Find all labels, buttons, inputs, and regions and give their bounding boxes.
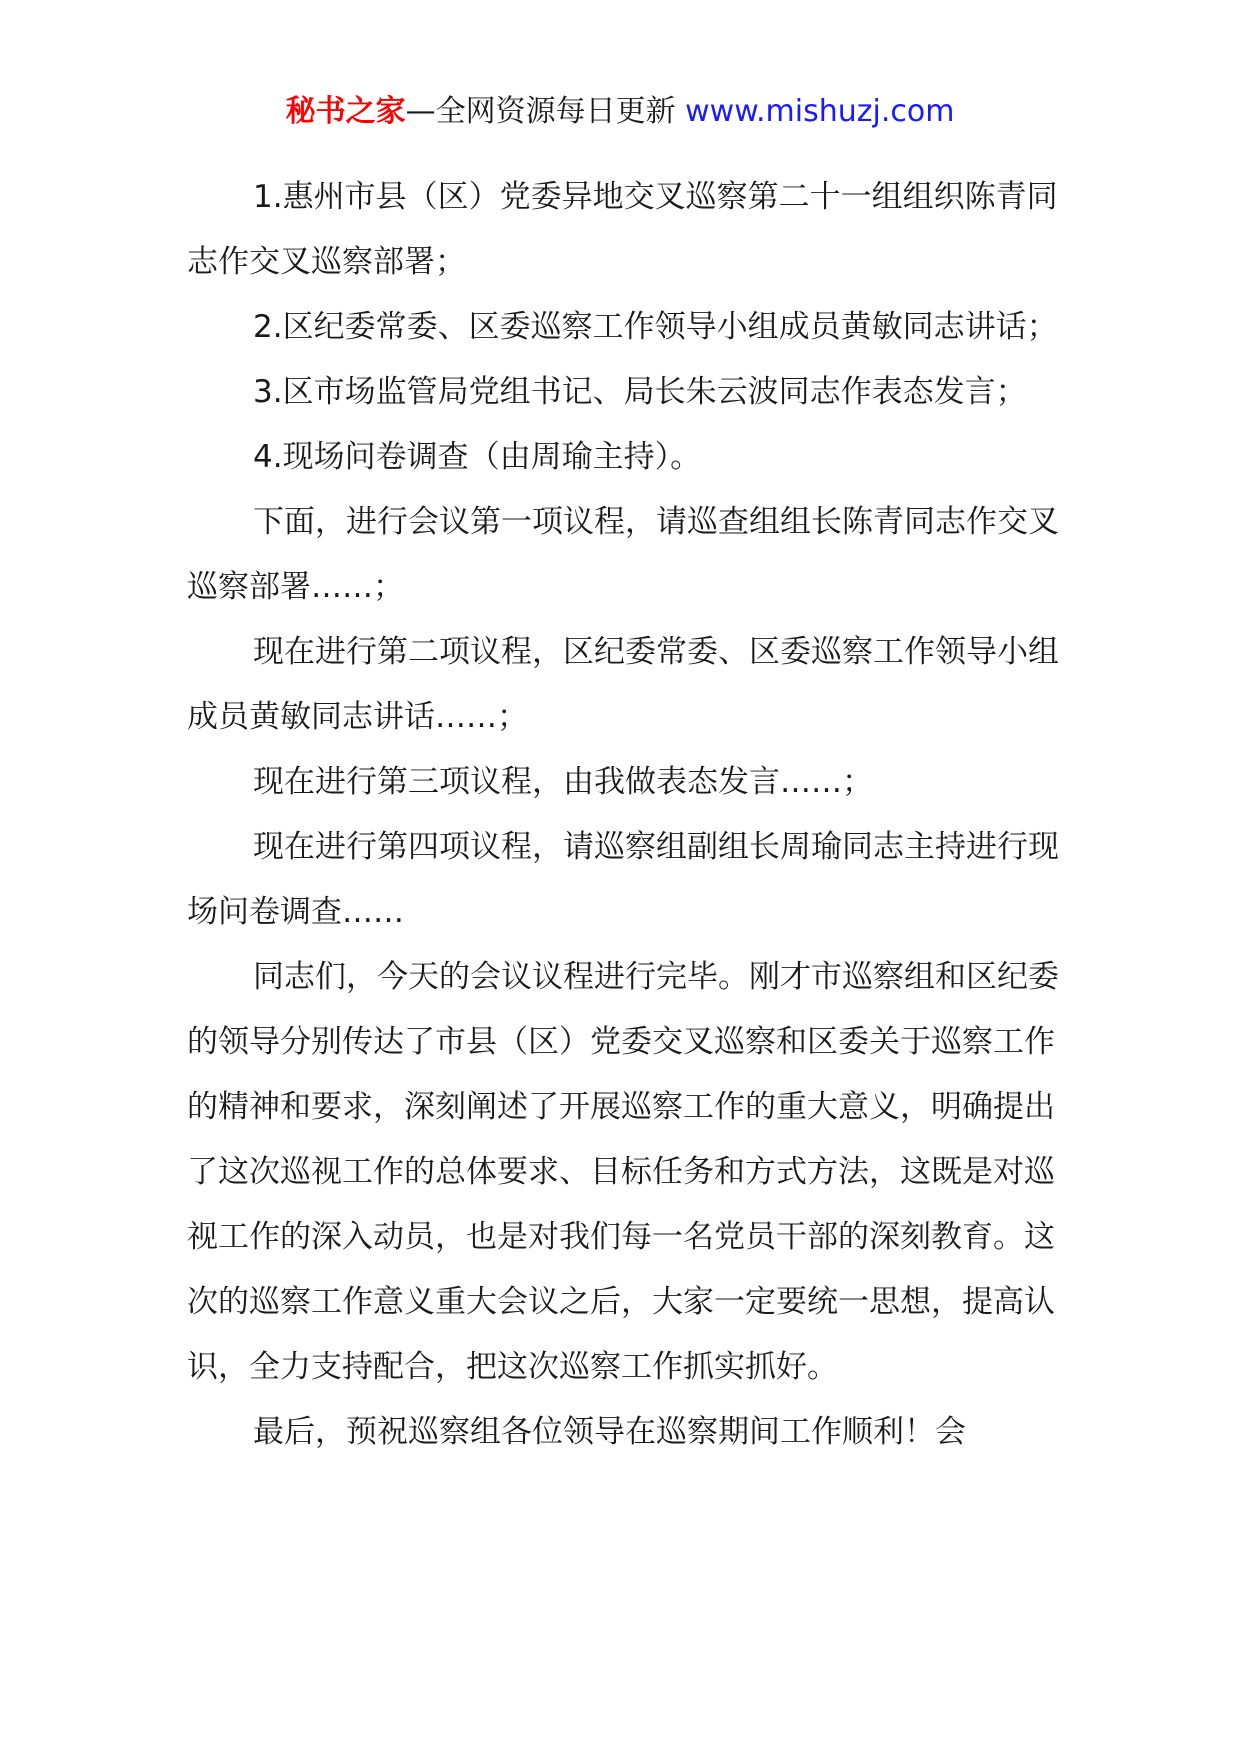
- site-url-link[interactable]: www.mishuzj.com: [685, 94, 955, 129]
- site-header: [0, 92, 1240, 132]
- agenda-step-1-paragraph: 下面，进行会议第一项议程，请巡查组组长陈青同志作交叉巡察部署……；: [187, 504, 1059, 605]
- site-brand: 秘书之家: [285, 94, 406, 129]
- closing-paragraph: 最后，预祝巡察组各位领导在巡察期间工作顺利！会: [253, 1414, 966, 1450]
- agenda-item-3: 3.区市场监管局党组书记、局长朱云波同志作表态发言；: [253, 374, 1027, 410]
- site-tagline: —全网资源每日更新: [405, 94, 686, 129]
- agenda-step-4-paragraph: 现在进行第四项议程，请巡察组副组长周瑜同志主持进行现场问卷调查……: [187, 829, 1059, 930]
- agenda-step-3-paragraph: 现在进行第三项议程，由我做表态发言……；: [253, 764, 873, 800]
- document-body: [187, 165, 1067, 1465]
- agenda-item-2: 2.区纪委常委、区委巡察工作领导小组成员黄敏同志讲话；: [253, 309, 1058, 345]
- agenda-step-2-paragraph: 现在进行第二项议程，区纪委常委、区委巡察工作领导小组成员黄敏同志讲话……；: [187, 634, 1059, 735]
- agenda-item-1: 1.惠州市县（区）党委异地交叉巡察第二十一组组织陈青同志作交叉巡察部署；: [187, 179, 1058, 280]
- summary-paragraph: 同志们，今天的会议议程进行完毕。刚才市巡察组和区纪委的领导分别传达了市县（区）党委交叉巡察和区委关于巡察工作的精神和要求，深刻阐述了开展巡察工作的重大意义，明确提出了这次巡视工作的总体要求、目标任务和方式方法，这既是对巡视工作的深入动员，也是对我们每一名党员干部的深刻教育。这次的巡察工作意义重大会议之后，大家一定要统一思想，提高认识，全力支持配合，把这次巡察工作抓实抓好。: [187, 959, 1059, 1385]
- agenda-item-4: 4.现场问卷调查（由周瑜主持）。: [253, 439, 702, 475]
